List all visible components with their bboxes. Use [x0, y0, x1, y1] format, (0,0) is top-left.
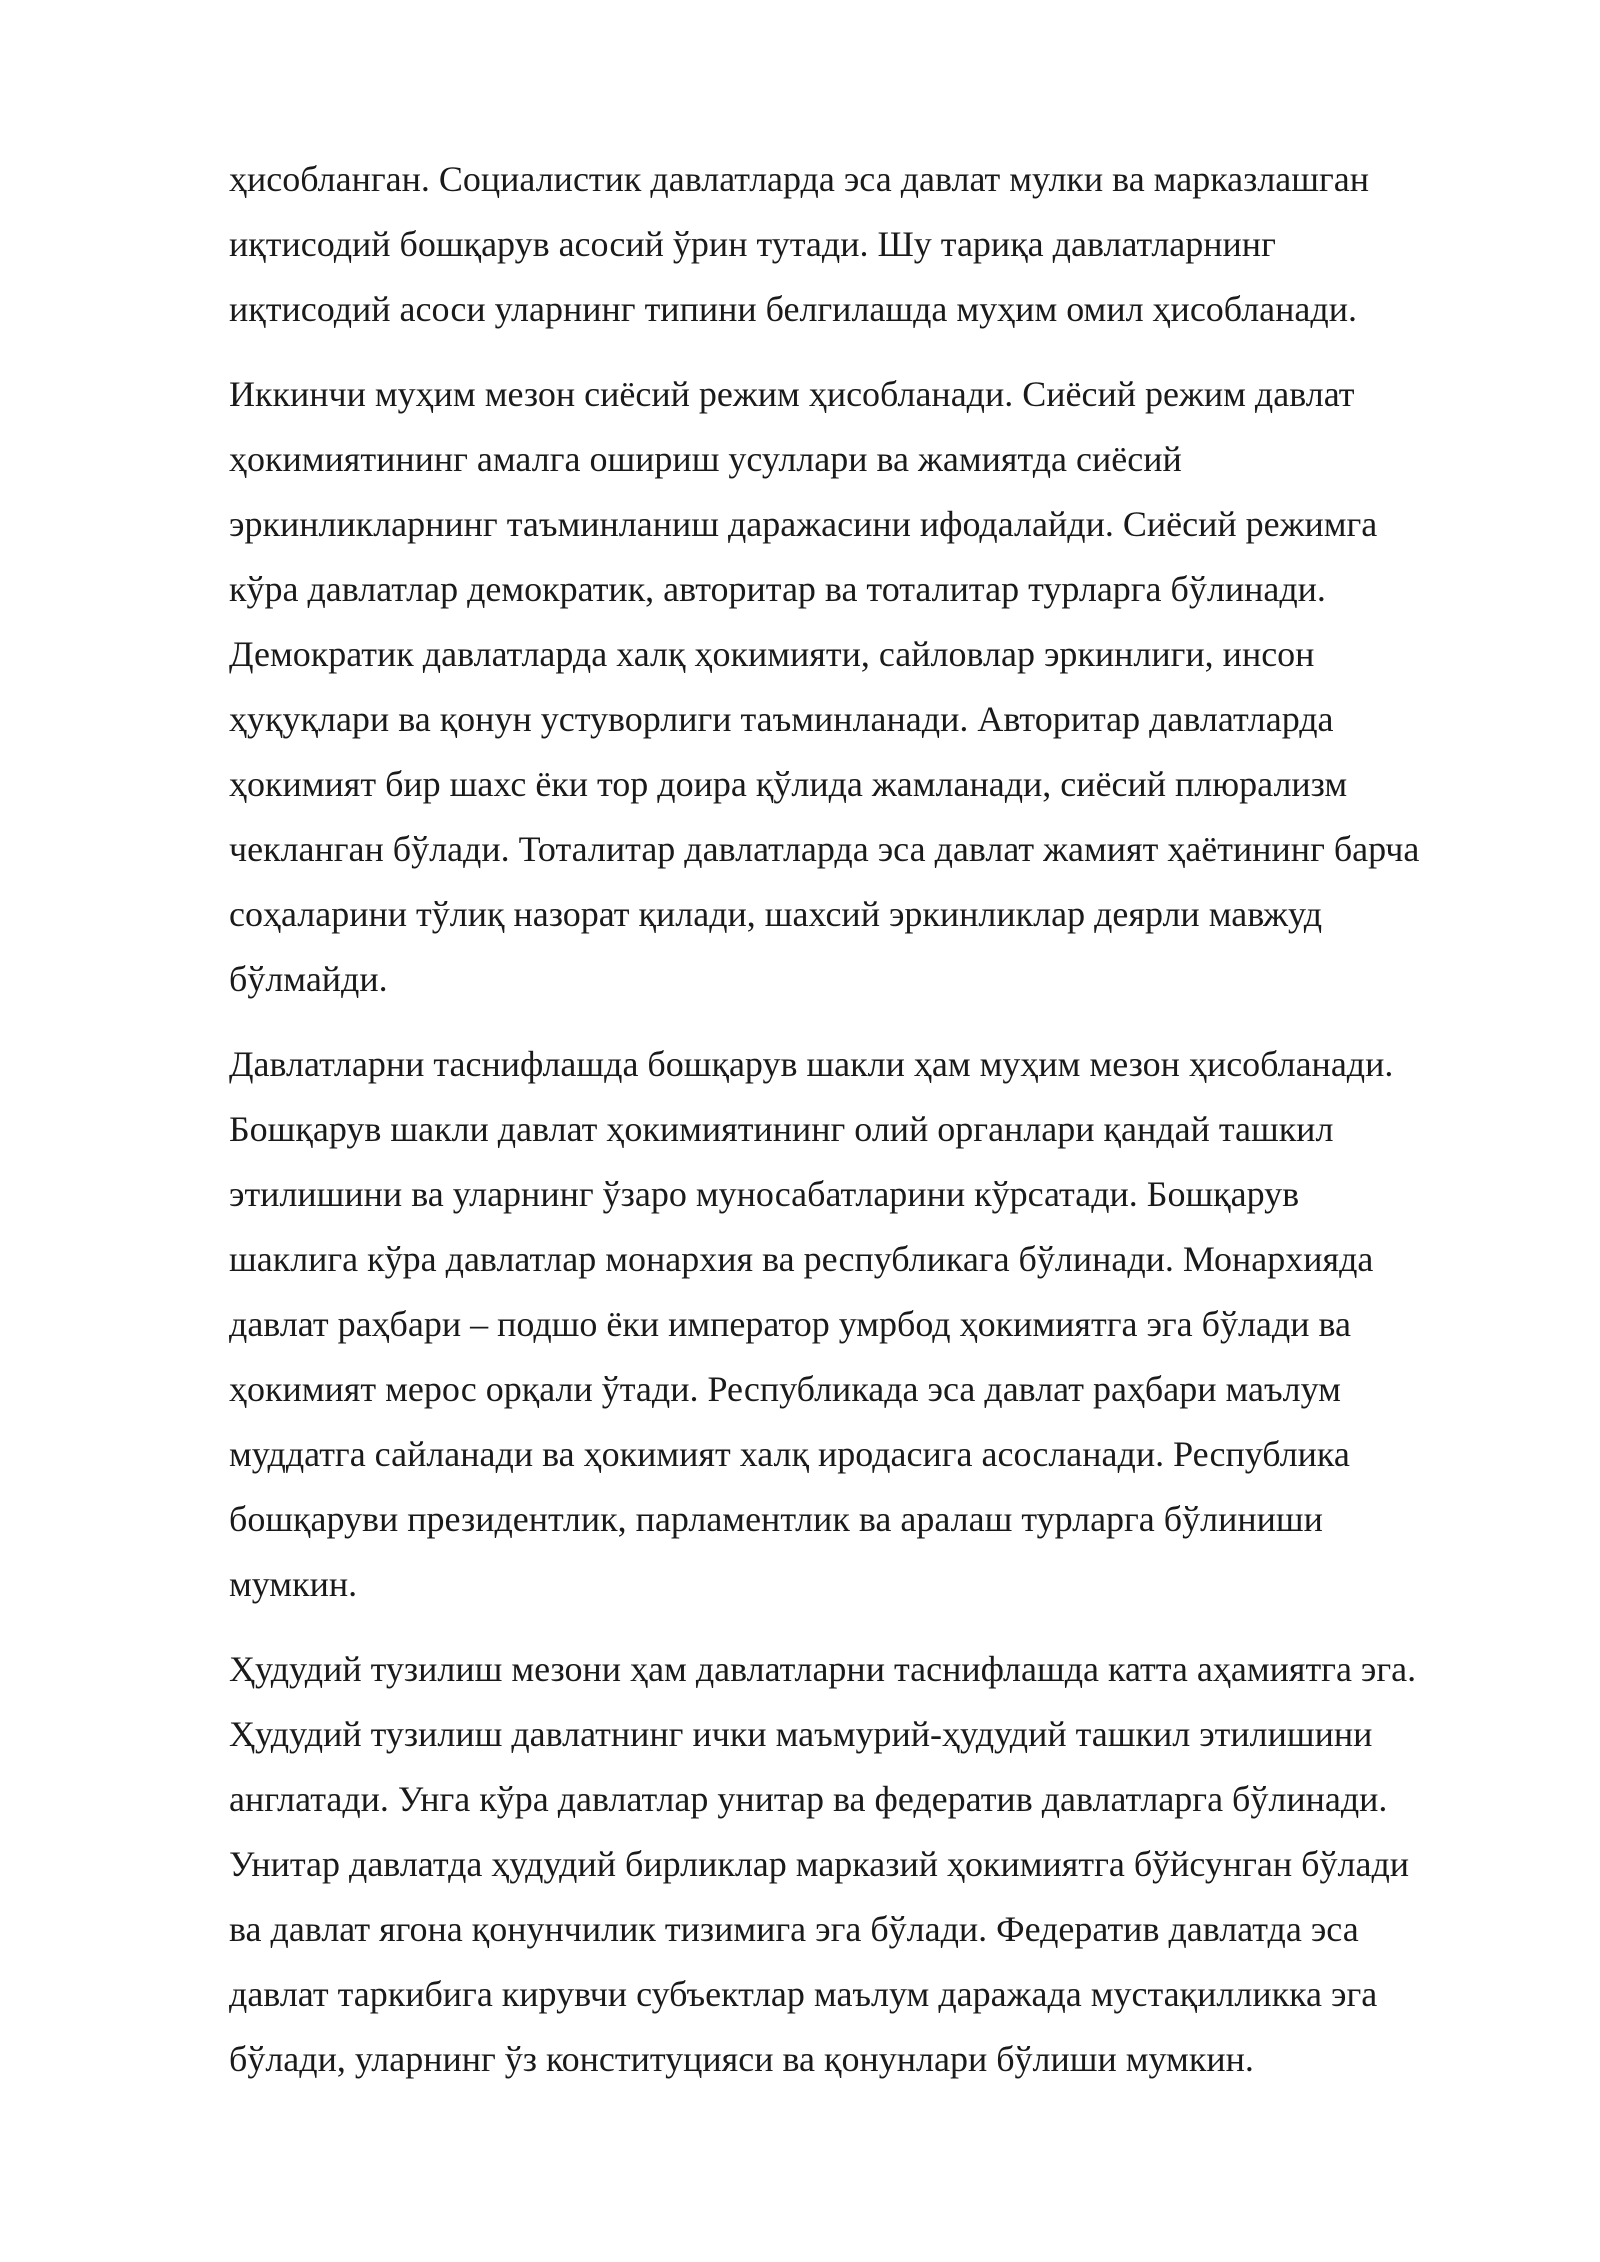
text-line: бўлади, уларнинг ўз конституцияси ва қонунлари бўлиши мумкин. — [229, 2039, 1254, 2079]
paragraph-economic-basis — [229, 147, 1489, 342]
text-line: Ҳудудий тузилиш давлатнинг ички маъмурий-ҳудудий ташкил этилишини — [229, 1714, 1373, 1754]
text-line: иқтисодий бошқарув асосий ўрин тутади. Шу тариқа давлатларнинг — [229, 224, 1276, 264]
text-line: бўлмайди. — [229, 959, 388, 999]
text-line: ҳисобланган. Социалистик давлатларда эса давлат мулки ва марказлашган — [229, 159, 1370, 199]
text-line: чекланган бўлади. Тоталитар давлатларда эса давлат жамият ҳаётининг барча — [229, 829, 1420, 869]
text-line: эркинликларнинг таъминланиш даражасини ифодалайди. Сиёсий режимга — [229, 504, 1378, 544]
text-line: ҳокимият бир шахс ёки тор доира қўлида жамланади, сиёсий плюрализм — [229, 764, 1348, 804]
text-line: мумкин. — [229, 1564, 358, 1604]
text-line: Ҳудудий тузилиш мезони ҳам давлатларни таснифлашда катта аҳамиятга эга. — [229, 1649, 1417, 1689]
text-line: Бошқарув шакли давлат ҳокимиятининг олий органлари қандай ташкил — [229, 1109, 1334, 1149]
text-line: давлат раҳбари – подшо ёки император умрбод ҳокимиятга эга бўлади ва — [229, 1304, 1351, 1344]
text-line: ва давлат ягона қонунчилик тизимига эга бўлади. Федератив давлатда эса — [229, 1909, 1359, 1949]
text-line: шаклига кўра давлатлар монархия ва республикага бўлинади. Монархияда — [229, 1239, 1374, 1279]
paragraph-territorial-structure — [229, 1637, 1489, 2092]
text-line: Унитар давлатда ҳудудий бирликлар марказий ҳокимиятга бўйсунган бўлади — [229, 1844, 1410, 1884]
text-line: бошқаруви президентлик, парламентлик ва аралаш турларга бўлиниши — [229, 1499, 1323, 1539]
text-line: давлат таркибига кирувчи субъектлар маълум даражада мустақилликка эга — [229, 1974, 1378, 2014]
text-line: англатади. Унга кўра давлатлар унитар ва федератив давлатларга бўлинади. — [229, 1779, 1388, 1819]
text-line: Иккинчи муҳим мезон сиёсий режим ҳисобланади. Сиёсий режим давлат — [229, 374, 1355, 414]
paragraph-political-regime — [229, 362, 1489, 1012]
text-line: Демократик давлатларда халқ ҳокимияти, сайловлар эркинлиги, инсон — [229, 634, 1315, 674]
text-line: кўра давлатлар демократик, авторитар ва тоталитар турларга бўлинади. — [229, 569, 1326, 609]
text-line: иқтисодий асоси уларнинг типини белгилашда муҳим омил ҳисобланади. — [229, 289, 1357, 329]
text-line: соҳаларини тўлиқ назорат қилади, шахсий эркинликлар деярли мавжуд — [229, 894, 1323, 934]
text-line: ҳуқуқлари ва қонун устуворлиги таъминланади. Авторитар давлатларда — [229, 699, 1334, 739]
text-line: этилишини ва уларнинг ўзаро муносабатларини кўрсатади. Бошқарув — [229, 1174, 1300, 1214]
body-text — [229, 147, 1489, 2112]
paragraph-form-of-government — [229, 1032, 1489, 1617]
text-line: муддатга сайланади ва ҳокимият халқ иродасига асосланади. Республика — [229, 1434, 1350, 1474]
text-line: ҳокимият мерос орқали ўтади. Республикада эса давлат раҳбари маълум — [229, 1369, 1341, 1409]
text-line: Давлатларни таснифлашда бошқарув шакли ҳам муҳим мезон ҳисобланади. — [229, 1044, 1394, 1084]
text-line: ҳокимиятининг амалга ошириш усуллари ва жамиятда сиёсий — [229, 439, 1182, 479]
